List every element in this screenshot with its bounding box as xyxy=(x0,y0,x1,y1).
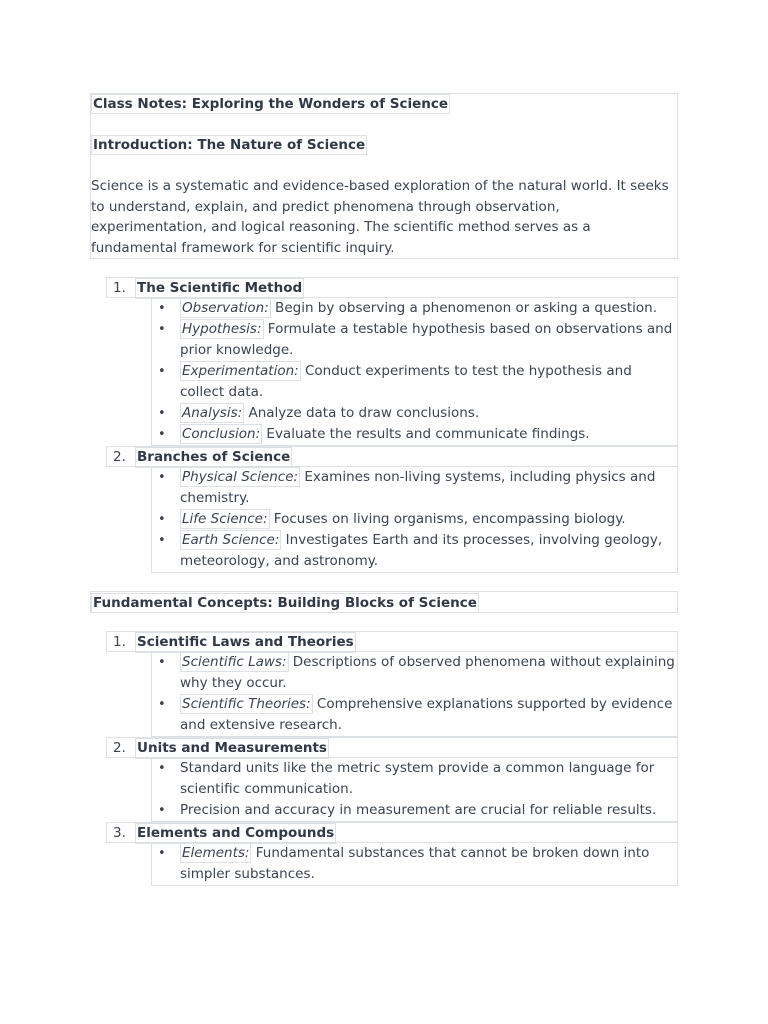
bullet-term: Physical Science: xyxy=(182,469,299,485)
bullet-text: Evaluate the results and communicate findings. xyxy=(262,426,590,442)
item-number: 2. xyxy=(113,449,126,465)
numbered-item xyxy=(90,822,678,886)
bullet-dot-icon: • xyxy=(158,322,166,337)
intro-heading-line xyxy=(91,135,677,156)
bullet-item xyxy=(152,403,677,424)
item-number: 3. xyxy=(113,825,126,841)
bullet-item xyxy=(152,509,677,530)
bullet-item xyxy=(152,694,677,736)
bullet-item xyxy=(152,424,677,445)
bullet-item xyxy=(152,319,677,361)
item-heading: The Scientific Method xyxy=(135,278,304,299)
bullet-text: Focuses on living organisms, encompassing biology. xyxy=(269,511,626,527)
bullet-term: Scientific Theories: xyxy=(182,696,311,712)
bullet-text: Examines non-living systems, including physics and chemistry. xyxy=(180,469,656,506)
document-title: Class Notes: Exploring the Wonders of Science xyxy=(93,96,449,112)
bullet-item xyxy=(152,652,677,694)
fundamentals-heading: Fundamental Concepts: Building Blocks of Science xyxy=(93,595,477,611)
section2-list xyxy=(90,631,678,886)
bullet-dot-icon: • xyxy=(158,301,166,316)
bullet-list xyxy=(151,467,678,573)
bullet-dot-icon: • xyxy=(158,761,166,776)
bullet-list xyxy=(151,298,678,446)
bullet-text: Standard units like the metric system provide a common language for scientific communication. xyxy=(180,760,655,797)
bullet-dot-icon: • xyxy=(158,512,166,527)
numbered-item-header xyxy=(106,737,678,758)
intro-block xyxy=(90,93,678,259)
bullet-text: Descriptions of observed phenomena without explaining why they occur. xyxy=(180,654,675,691)
item-heading: Branches of Science xyxy=(135,447,292,468)
bullet-text: Comprehensive explanations supported by evidence and extensive research. xyxy=(180,696,673,733)
bullet-term: Analysis: xyxy=(182,405,243,421)
bullet-item xyxy=(152,298,677,319)
fundamentals-heading-line xyxy=(90,591,678,613)
bullet-text: Analyze data to draw conclusions. xyxy=(244,405,480,421)
bullet-dot-icon: • xyxy=(158,470,166,485)
intro-heading: Introduction: The Nature of Science xyxy=(93,137,366,153)
bullet-term: Earth Science: xyxy=(182,532,280,548)
bullet-list xyxy=(151,758,678,822)
bullet-dot-icon: • xyxy=(158,533,166,548)
numbered-item-header xyxy=(106,277,678,298)
bullet-term: Conclusion: xyxy=(182,426,261,442)
document-title-line xyxy=(91,94,677,115)
bullet-term: Experimentation: xyxy=(182,363,299,379)
numbered-item xyxy=(90,631,678,737)
item-number: 1. xyxy=(113,634,126,650)
bullet-item xyxy=(152,800,677,821)
bullet-term: Hypothesis: xyxy=(182,321,262,337)
numbered-item-header xyxy=(106,446,678,467)
item-heading: Units and Measurements xyxy=(135,738,329,759)
bullet-term: Scientific Laws: xyxy=(182,654,287,670)
bullet-text: Fundamental substances that cannot be broken down into simpler substances. xyxy=(180,845,650,882)
numbered-item xyxy=(90,737,678,822)
item-number: 1. xyxy=(113,280,126,296)
numbered-item xyxy=(90,446,678,573)
bullet-term: Observation: xyxy=(182,300,269,316)
intro-paragraph: Science is a systematic and evidence-based exploration of the natural world. It seeks to understand, explain, and predict phenomena through observation, experimentation, and logical reasoning. The scientific method serves as a fundamental framework for scientific inquiry. xyxy=(91,178,669,256)
bullet-text: Formulate a testable hypothesis based on observations and prior knowledge. xyxy=(180,321,673,358)
document-page xyxy=(90,93,678,886)
bullet-term: Life Science: xyxy=(182,511,268,527)
bullet-item xyxy=(152,843,677,885)
item-heading: Elements and Compounds xyxy=(135,823,336,844)
numbered-item-header xyxy=(106,822,678,843)
section1-list xyxy=(90,277,678,573)
bullet-text: Precision and accuracy in measurement are crucial for reliable results. xyxy=(180,802,657,818)
bullet-item xyxy=(152,361,677,403)
item-number: 2. xyxy=(113,740,126,756)
bullet-list xyxy=(151,843,678,886)
bullet-item xyxy=(152,467,677,509)
bullet-term: Elements: xyxy=(182,845,250,861)
numbered-item xyxy=(90,277,678,446)
bullet-text: Conduct experiments to test the hypothesis and collect data. xyxy=(180,363,632,400)
bullet-dot-icon: • xyxy=(158,803,166,818)
bullet-dot-icon: • xyxy=(158,406,166,421)
bullet-dot-icon: • xyxy=(158,655,166,670)
bullet-dot-icon: • xyxy=(158,364,166,379)
bullet-text: Investigates Earth and its processes, involving geology, meteorology, and astronomy. xyxy=(180,532,663,569)
bullet-item xyxy=(152,530,677,572)
item-heading: Scientific Laws and Theories xyxy=(135,632,356,653)
bullet-dot-icon: • xyxy=(158,427,166,442)
bullet-list xyxy=(151,652,678,737)
bullet-item xyxy=(152,758,677,800)
numbered-item-header xyxy=(106,631,678,652)
bullet-dot-icon: • xyxy=(158,846,166,861)
bullet-dot-icon: • xyxy=(158,697,166,712)
bullet-text: Begin by observing a phenomenon or asking a question. xyxy=(270,300,658,316)
